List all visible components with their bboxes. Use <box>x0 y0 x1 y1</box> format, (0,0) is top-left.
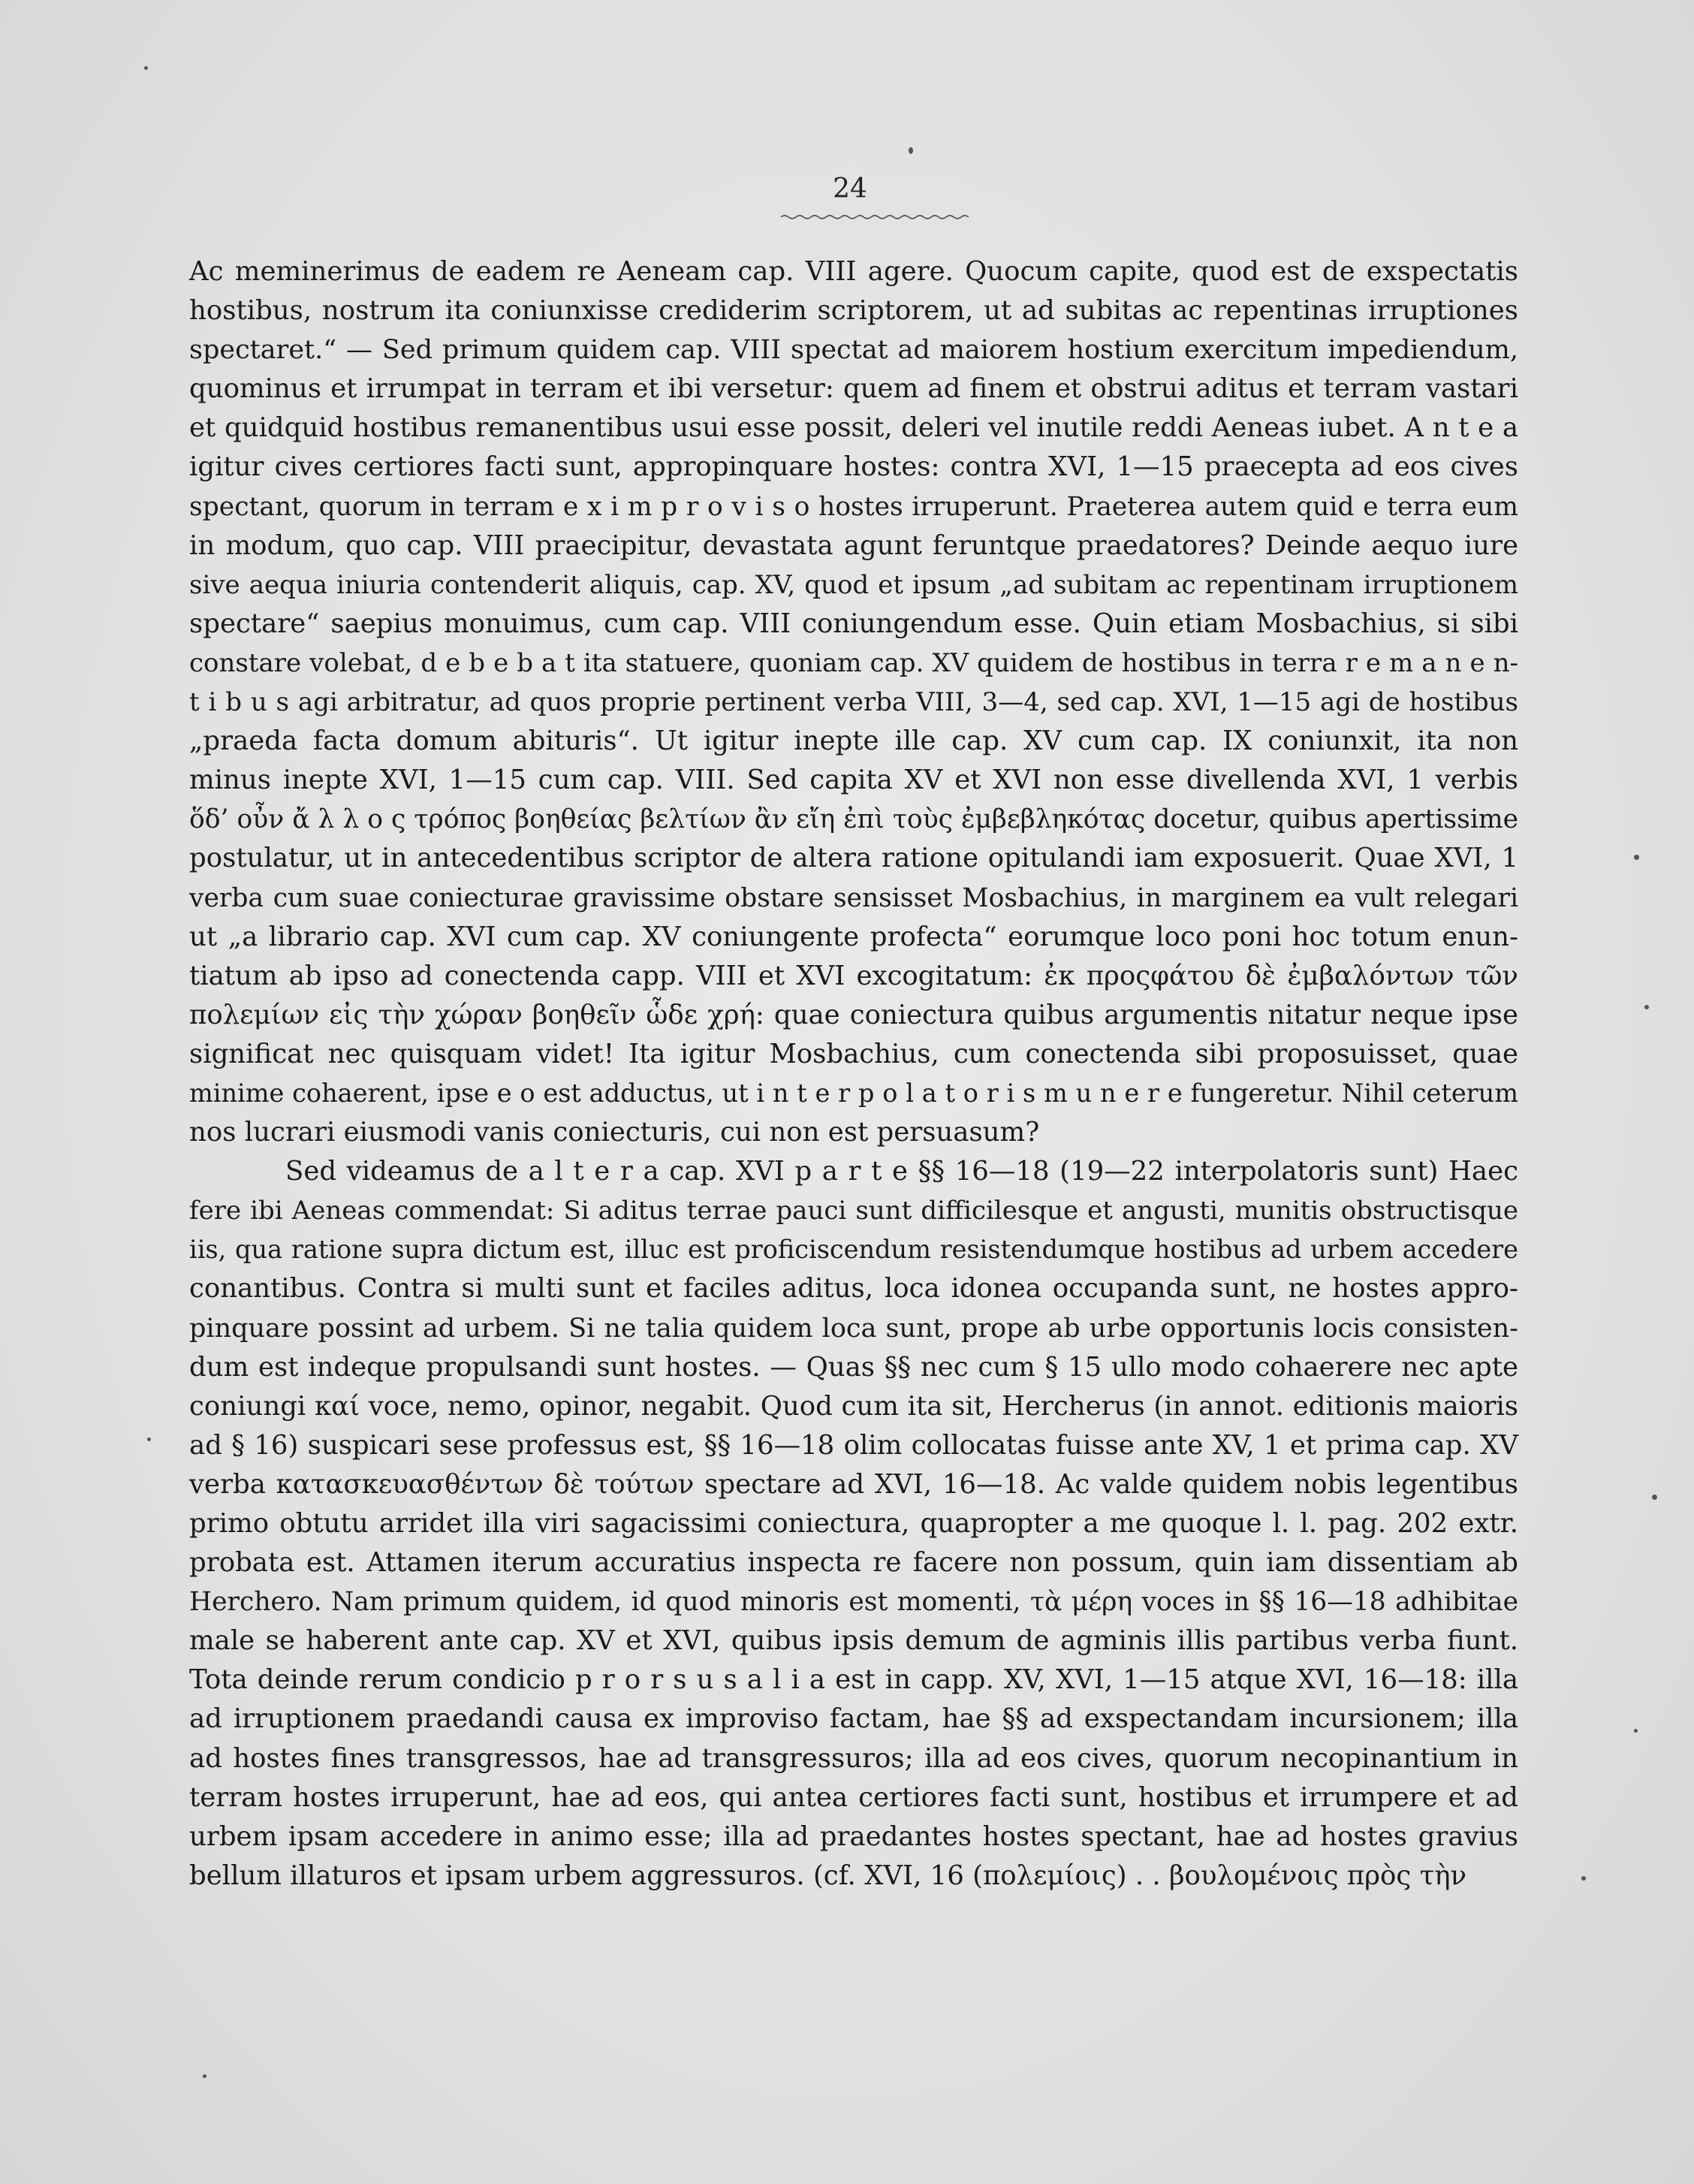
text-line: spectare“ saepius monuimus, cum cap. VIII coniungendum esse. Quin etiam Mosbachius, si sibi <box>189 608 1518 639</box>
text-line: nos lucrari eiusmodi vanis coniecturis, cui non est persuasum? <box>189 1117 1040 1148</box>
text-line: Herchero. Nam primum quidem, id quod minoris est momenti, τὰ μέρη voces in §§ 16—18 adhibitae <box>189 1587 1518 1618</box>
stain-mark <box>144 66 148 70</box>
text-line: in modum, quo cap. VIII praecipitur, devastata agunt feruntque praedatores? Deinde aequo iure <box>189 529 1518 561</box>
body-text <box>189 252 1518 1896</box>
page-number: 24 <box>833 173 867 204</box>
text-line: tiatum ab ipso ad conectenda capp. VIII et XVI excogitatum: ἐκ προςφάτου δὲ ἐμβαλόντων τῶν <box>189 960 1518 991</box>
stain-mark <box>1652 1495 1657 1500</box>
text-line: verba cum suae coniecturae gravissime obstare sensisset Mosbachius, in marginem ea vult relegari <box>189 882 1518 913</box>
text-line: fere ibi Aeneas commendat: Si aditus terrae pauci sunt difficilesque et angusti, munitis obstructisque <box>189 1196 1518 1226</box>
text-line: ut „a librario cap. XVI cum cap. XV coniungente profecta“ eorumque loco poni hoc totum enun- <box>189 921 1518 952</box>
text-line: male se haberent ante cap. XV et XVI, quibus ipsis demum de agminis illis partibus verba fiunt. <box>189 1625 1518 1657</box>
text-line: πολεμίων εἰς τὴν χώραν βοηθεῖν ὧδε χρή: quae coniectura quibus argumentis nitatur neque ipse <box>189 999 1518 1030</box>
text-line: verba κατασκευασθέντων δὲ τούτων spectare ad XVI, 16—18. Ac valde quidem nobis legentibus <box>189 1468 1518 1500</box>
text-line: pinquare possint ad urbem. Si ne talia quidem loca sunt, prope ab urbe opportunis locis consisten- <box>189 1313 1518 1344</box>
text-line: dum est indeque propulsandi sunt hostes. — Quas §§ nec cum § 15 ullo modo cohaerere nec apte <box>189 1351 1518 1383</box>
text-line: et quidquid hostibus remanentibus usui esse possit, deleri vel inutile reddi Aeneas iubet. A n t e a <box>189 412 1518 444</box>
text-line: significat nec quisquam videt! Ita igitur Mosbachius, cum conectenda sibi proposuisset, quae <box>189 1038 1518 1069</box>
paragraph <box>189 252 1518 1152</box>
text-line: minus inepte XVI, 1—15 cum cap. VIII. Sed capita XV et XVI non esse divellenda XVI, 1 verbis <box>189 765 1518 796</box>
text-line: quominus et irrumpat in terram et ibi versetur: quem ad finem et obstrui aditus et terram vastari <box>189 373 1518 405</box>
text-line: t i b u s agi arbitratur, ad quos proprie pertinent verba VIII, 3—4, sed cap. XVI, 1—15 agi de hostibus <box>189 687 1518 718</box>
text-line: spectaret.“ — Sed primum quidem cap. VIII spectat ad maiorem hostium exercitum impediendum, <box>189 335 1518 366</box>
text-line: Ac meminerimus de eadem re Aeneam cap. VIII agere. Quocum capite, quod est de exspectatis <box>189 256 1518 287</box>
text-line: terram hostes irruperunt, hae ad eos, qui antea certiores facti sunt, hostibus et irrumpere et ad <box>189 1781 1518 1813</box>
text-line: postulatur, ut in antecedentibus scriptor de altera ratione opitulandi iam exposuerit. Quae XVI, 1 <box>189 843 1518 874</box>
text-line: ad hostes fines transgressos, hae ad transgressuros; illa ad eos cives, quorum necopinantium in <box>189 1742 1518 1774</box>
stain-mark <box>1644 1005 1649 1009</box>
text-line: bellum illaturos et ipsam urbem aggressuros. (cf. XVI, 16 (πολεμίοις) . . βουλομένοις πρὸς τὴν <box>189 1860 1467 1891</box>
text-line: Tota deinde rerum condicio p r o r s u s a l i a est in capp. XV, XVI, 1—15 atque XVI, 16—18: illa <box>189 1664 1518 1696</box>
text-line: probata est. Attamen iterum accuratius inspecta re facere non possum, quin iam dissentiam ab <box>189 1547 1518 1579</box>
text-line: ὅδ’ οὖν ἄ λ λ ο ς τρόπος βοηθείας βελτίων ἂν εἴη ἐπὶ τοὺς ἐμβεβληκότας docetur, quibus apertissime <box>189 804 1518 835</box>
text-line: igitur cives certiores facti sunt, appropinquare hostes: contra XVI, 1—15 praecepta ad eos cives <box>189 451 1518 483</box>
stain-mark <box>1581 1876 1586 1881</box>
text-line: minime cohaerent, ipse e o est adductus, ut i n t e r p o l a t o r i s m u n e r e fungeretur. Nihil ceterum <box>189 1078 1518 1108</box>
stain-mark <box>909 147 913 154</box>
header-ornament <box>781 213 969 221</box>
text-line: hostibus, nostrum ita coniunxisse crediderim scriptorem, ut ad subitas ac repentinas irruptiones <box>189 295 1518 327</box>
text-line: ad § 16) suspicari sese professus est, §§ 16—18 olim collocatas fuisse ante XV, 1 et prima cap. XV <box>189 1429 1518 1461</box>
text-line: iis, qua ratione supra dictum est, illuc est proficiscendum resistendumque hostibus ad urbem accedere <box>189 1235 1518 1265</box>
stain-mark <box>203 2074 206 2078</box>
text-line: sive aequa iniuria contenderit aliquis, cap. XV, quod et ipsum „ad subitam ac repentinam irruptionem <box>189 569 1518 600</box>
text-line: urbem ipsam accedere in animo esse; illa ad praedantes hostes spectant, hae ad hostes gravius <box>189 1821 1518 1852</box>
text-line: spectant, quorum in terram e x i m p r o v i s o hostes irruperunt. Praeterea autem quid e terra eum <box>189 491 1518 522</box>
text-line: „praeda facta domum abituris“. Ut igitur inepte ille cap. XV cum cap. IX coniunxit, ita non <box>189 725 1518 757</box>
stain-mark <box>1634 1729 1638 1733</box>
text-line: primo obtutu arridet illa viri sagacissimi coniectura, quapropter a me quoque l. l. pag. 202 extr. <box>189 1508 1518 1539</box>
stain-mark <box>147 1437 151 1441</box>
text-line: conantibus. Contra si multi sunt et faciles aditus, loca idonea occupanda sunt, ne hostes appro- <box>189 1273 1518 1305</box>
stain-mark <box>1634 855 1639 860</box>
text-line: coniungi καί voce, nemo, opinor, negabit. Quod cum ita sit, Hercherus (in annot. editionis maioris <box>189 1390 1518 1422</box>
text-line: ad irruptionem praedandi causa ex improviso factam, hae §§ ad exspectandam incursionem; illa <box>189 1703 1518 1735</box>
text-line: Sed videamus de a l t e r a cap. XVI p a r t e §§ 16—18 (19—22 interpolatoris sunt) Haec <box>285 1156 1518 1187</box>
paragraph <box>189 1152 1518 1896</box>
text-line: constare volebat, d e b e b a t ita statuere, quoniam cap. XV quidem de hostibus in terra r e m a n e n- <box>189 647 1518 678</box>
